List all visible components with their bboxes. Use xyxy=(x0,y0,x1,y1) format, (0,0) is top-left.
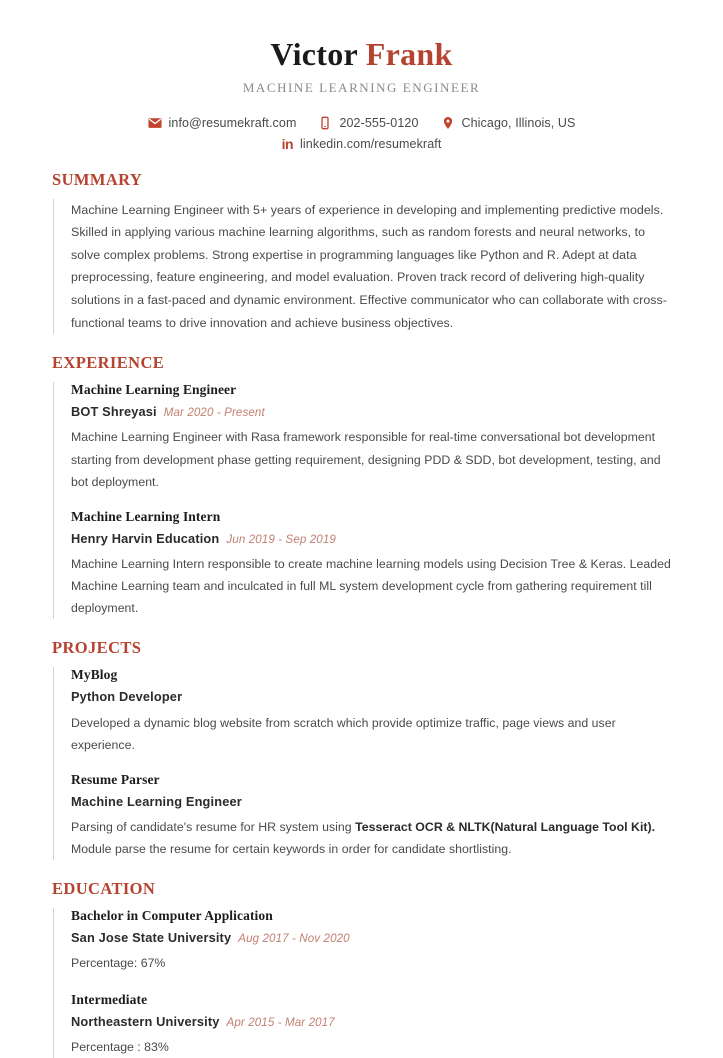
project-name: MyBlog xyxy=(71,667,118,683)
experience-entry xyxy=(71,509,671,620)
project-role: Machine Learning Engineer xyxy=(71,793,242,809)
contact-phone[interactable] xyxy=(318,116,418,130)
education-degree: Bachelor in Computer Application xyxy=(71,908,273,924)
experience-company: BOT Shreyasi xyxy=(71,404,157,420)
experience-date: Jun 2019 - Sep 2019 xyxy=(226,532,336,546)
phone-icon xyxy=(318,116,332,130)
project-entry xyxy=(71,772,671,860)
education-date: Apr 2015 - Mar 2017 xyxy=(226,1015,335,1029)
experience-meta xyxy=(71,527,671,550)
project-name: Resume Parser xyxy=(71,771,160,787)
contact-linkedin[interactable] xyxy=(282,137,442,151)
experience-description: Machine Learning Engineer with Rasa framework responsible for real-time conversational bot development starting from development phase getting requirement, designing PDD & SDD, bot development, testing, and bot deployment. xyxy=(71,430,661,489)
experience-entry xyxy=(71,382,671,493)
contact-location-text: Chicago, Illinois, US xyxy=(461,115,576,130)
project-description xyxy=(71,816,671,860)
education-date: Aug 2017 - Nov 2020 xyxy=(238,932,350,946)
section-summary xyxy=(52,170,671,334)
contact-email[interactable] xyxy=(148,116,297,130)
section-projects xyxy=(52,638,671,860)
project-entry xyxy=(71,667,671,755)
section-experience xyxy=(52,353,671,619)
section-body-summary xyxy=(53,199,671,334)
experience-job-title: Machine Learning Intern xyxy=(71,508,221,524)
resume-header xyxy=(52,36,671,151)
candidate-first-name: Victor xyxy=(270,36,358,72)
contact-info xyxy=(52,116,671,151)
section-title-experience: EXPERIENCE xyxy=(52,353,165,373)
project-description-part: Parsing of candidate's resume for HR system using xyxy=(71,819,356,834)
contact-phone-text: 202-555-0120 xyxy=(339,115,419,130)
contact-linkedin-text: linkedin.com/resumekraft xyxy=(300,136,442,151)
education-entry xyxy=(71,908,671,974)
education-degree: Intermediate xyxy=(71,991,148,1007)
contact-location xyxy=(441,116,576,130)
education-entry xyxy=(71,992,671,1058)
envelope-icon xyxy=(148,116,162,130)
contact-row-primary xyxy=(52,116,671,130)
candidate-name xyxy=(52,36,671,74)
section-body-experience xyxy=(53,382,671,619)
section-title-summary: SUMMARY xyxy=(52,169,143,189)
experience-date: Mar 2020 - Present xyxy=(163,406,265,420)
education-meta xyxy=(71,1010,671,1033)
experience-job-title: Machine Learning Engineer xyxy=(71,382,237,398)
contact-row-secondary xyxy=(52,137,671,151)
project-meta xyxy=(71,790,671,813)
education-percentage: Percentage: 67% xyxy=(71,956,166,971)
project-description-part: Developed a dynamic blog website from scratch which provide optimize traffic, page views and user experience. xyxy=(71,715,616,752)
section-title-education: EDUCATION xyxy=(52,879,156,899)
experience-meta xyxy=(71,400,671,423)
education-meta xyxy=(71,926,671,949)
candidate-last-name: Frank xyxy=(365,36,453,72)
project-meta xyxy=(71,685,671,708)
project-description-highlight: Tesseract OCR & NLTK(Natural Language Tool Kit). xyxy=(355,819,656,834)
linkedin-icon: in xyxy=(281,135,294,152)
section-body-education xyxy=(53,908,671,1058)
project-description xyxy=(71,712,671,756)
candidate-job-title: MACHINE LEARNING ENGINEER xyxy=(242,79,481,95)
section-title-projects: PROJECTS xyxy=(52,638,142,658)
location-pin-icon xyxy=(441,116,455,130)
section-body-projects xyxy=(53,667,671,860)
project-role: Python Developer xyxy=(71,689,183,705)
education-school: Northeastern University xyxy=(71,1013,220,1029)
experience-company: Henry Harvin Education xyxy=(71,530,220,546)
section-education xyxy=(52,879,671,1058)
education-percentage: Percentage : 83% xyxy=(71,1039,169,1054)
project-description-part: Module parse the resume for certain keywords in order for candidate shortlisting. xyxy=(71,842,512,857)
experience-description: Machine Learning Intern responsible to create machine learning models using Decision Tree & Keras. Leaded Machine Learning team and inculcated in full ML system development cycle from gathering requirement till deployment. xyxy=(71,556,671,616)
education-school: San Jose State University xyxy=(71,930,232,946)
summary-text: Machine Learning Engineer with 5+ years of experience in developing and implementing predictive models. Skilled in applying various machine learning algorithms, such as random forests and neural networks, to solve complex problems. Strong expertise in programming languages like Python and R. Adept at data preprocessing, feature engineering, and model evaluation. Proven track record of delivering high-quality solutions in a fast-paced and dynamic environment. Effective communicator who can collaborate with cross-functional teams to drive innovation and achieve business objectives. xyxy=(71,202,667,330)
contact-email-text: info@resumekraft.com xyxy=(168,115,297,130)
